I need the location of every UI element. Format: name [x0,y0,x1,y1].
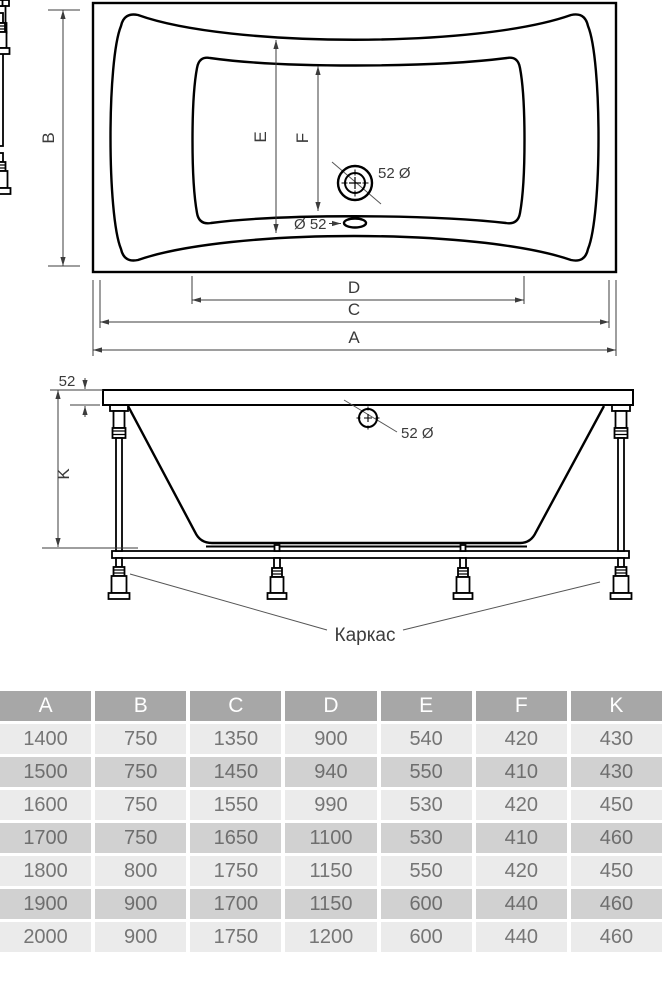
table-cell: 530 [381,823,472,853]
table-cell: 1650 [190,823,281,853]
table-cell: 750 [95,757,186,787]
dimension-e [251,40,276,233]
dim-d-label: D [347,278,361,297]
table-cell: 600 [381,889,472,919]
table-cell: 1700 [0,823,91,853]
drain-diameter-label: 52 Ø [378,165,411,182]
column-header-K: K [571,691,662,721]
tub-rim-side [103,390,633,405]
table-cell: 450 [571,856,662,886]
table-cell: 940 [285,757,376,787]
frame-rail [112,551,629,558]
table-cell: 1400 [0,724,91,754]
table-cell: 450 [571,790,662,820]
frame-leg-outer-right [611,405,632,599]
table-cell: 1800 [0,856,91,886]
table-cell: 750 [95,790,186,820]
table-cell: 1700 [190,889,281,919]
dimension-table [0,691,662,952]
dimension-b [39,10,80,266]
table-cell: 1600 [0,790,91,820]
table-cell: 420 [476,724,567,754]
dimension-f [293,66,318,211]
overflow-oval [344,219,366,228]
table-cell: 1450 [190,757,281,787]
table-cell: 1750 [190,856,281,886]
table-cell: 1150 [285,889,376,919]
table-cell: 550 [381,757,472,787]
column-header-C: C [190,691,281,721]
table-cell: 1150 [285,856,376,886]
table-cell: 2000 [0,922,91,952]
overflow-top-view [294,216,366,233]
table-cell: 540 [381,724,472,754]
table-cell: 410 [476,823,567,853]
dim-a-label: A [348,328,360,347]
table-cell: 1100 [285,823,376,853]
column-header-A: A [0,691,91,721]
column-header-E: E [381,691,472,721]
overflow-side-view [344,400,434,442]
table-cell: 530 [381,790,472,820]
table-cell: 1350 [190,724,281,754]
table-cell: 420 [476,790,567,820]
table-cell: 420 [476,856,567,886]
table-cell: 430 [571,757,662,787]
drain-top-view [332,162,411,204]
frame-callout [130,574,600,646]
tub-top-panel-outline [93,3,616,272]
frame-leg-outer-left [109,405,130,599]
table-cell: 1900 [0,889,91,919]
column-header-D: D [285,691,376,721]
tub-top-view [39,3,616,356]
table-cell: 1500 [0,757,91,787]
table-cell: 460 [571,922,662,952]
table-cell: 430 [571,724,662,754]
dim-b-label: B [39,132,58,144]
column-header-F: F [476,691,567,721]
overflow-diameter-label-side: 52 Ø [401,425,434,442]
dim-e-label: E [251,131,270,143]
table-cell: 410 [476,757,567,787]
rim-thickness-label: 52 [58,373,76,390]
table-cell: 750 [95,823,186,853]
column-header-B: B [95,691,186,721]
dim-c-label: C [347,300,361,319]
dim-k-label: K [54,468,73,480]
table-cell: 1550 [190,790,281,820]
table-cell: 990 [285,790,376,820]
table-cell: 900 [95,889,186,919]
table-cell: 1750 [190,922,281,952]
table-cell: 460 [571,889,662,919]
table-cell: 550 [381,856,472,886]
table-cell: 600 [381,922,472,952]
table-cell: 750 [95,724,186,754]
table-cell: 1200 [285,922,376,952]
table-cell: 900 [285,724,376,754]
table-cell: 900 [95,922,186,952]
overflow-diameter-label: Ø 52 [294,216,327,233]
dim-f-label: F [293,132,312,144]
table-cell: 800 [95,856,186,886]
table-cell: 440 [476,922,567,952]
table-cell: 460 [571,823,662,853]
frame-label: Каркас [334,625,396,646]
table-cell: 440 [476,889,567,919]
